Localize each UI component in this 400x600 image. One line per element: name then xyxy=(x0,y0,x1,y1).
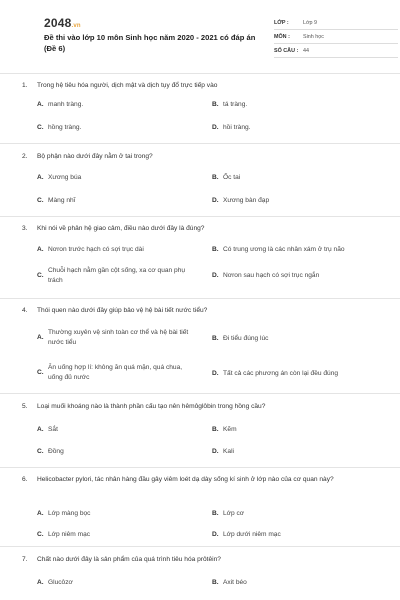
site-logo[interactable]: 2048.vn xyxy=(44,16,81,30)
option-d[interactable]: D. Xương bàn đạp xyxy=(212,197,270,204)
question-5: 5. Loại muối khoáng nào là thành phần cấu tạo nên hêmôglôbin trong hồng cầu? A. Sắt B. Kẽm C. Đồng D. Kali xyxy=(22,401,378,412)
meta-count: SỐ CÂU : 44 xyxy=(274,44,398,58)
question-4: 4. Thói quen nào dưới đây giúp bảo vệ hệ bài tiết nước tiểu? A. Thường xuyên vệ sinh toàn cơ thể và hệ bài tiết nước tiểu B. Đi tiểu đúng lúc C. Ăn uống hợp lí: không ăn quá mặn, quá chua, uống đủ nước D. Tất cả các phương án còn lại đều đúng xyxy=(22,305,378,316)
question-3: 3. Khi nói về phân hệ giao cảm, điều nào dưới đây là đúng? A. Nơron trước hạch có sợi trục dài B. Có trung ương là các nhân xám ở trụ não C. Chuỗi hạch nằm gần cột sống, xa cơ quan phụ trách D. Nơron sau hạch có sợi trục ngắn xyxy=(22,223,378,234)
option-d[interactable]: D. Lớp dưới niêm mạc xyxy=(212,531,281,538)
divider xyxy=(0,393,400,394)
option-a[interactable]: A. Glucôzơ xyxy=(37,579,73,586)
question-2: 2. Bộ phận nào dưới đây nằm ở tai trong? A. Xương búa B. Ốc tai C. Màng nhĩ D. Xương bàn đạp xyxy=(22,151,378,162)
option-d[interactable]: D. hồi tràng. xyxy=(212,124,251,131)
option-b[interactable]: B. Axit béo xyxy=(212,579,247,586)
option-a[interactable]: A. Xương búa xyxy=(37,174,82,181)
option-c[interactable]: C. Màng nhĩ xyxy=(37,197,76,204)
exam-title: Đề thi vào lớp 10 môn Sinh học năm 2020 - 2021 có đáp án (Đề 6) xyxy=(44,33,256,53)
divider xyxy=(0,467,400,468)
option-c[interactable]: C. Lớp niêm mạc xyxy=(37,531,91,538)
option-a[interactable]: A. Sắt xyxy=(37,426,58,433)
option-d[interactable]: D. Nơron sau hạch có sợi trục ngắn xyxy=(212,272,320,279)
option-b[interactable]: B. Ốc tai xyxy=(212,174,241,181)
option-c[interactable]: C. Chuỗi hạch nằm gần cột sống, xa cơ quan phụ trách xyxy=(37,267,186,284)
divider xyxy=(0,546,400,547)
option-b[interactable]: B. Đi tiểu đúng lúc xyxy=(212,335,269,342)
option-c[interactable]: C. Ăn uống hợp lí: không ăn quá mặn, quá chua, uống đủ nước xyxy=(37,364,183,381)
question-6: 6. Helicobacter pylori, tác nhân hàng đầu gây viêm loét dạ dày sống kí sinh ở lớp nào của cơ quan này? A. Lớp màng bọc B. Lớp cơ C. Lớp niêm mạc D. Lớp dưới niêm mạc xyxy=(22,474,378,485)
option-b[interactable]: B. Kẽm xyxy=(212,426,237,433)
meta-grade: LỚP : Lớp 9 xyxy=(274,16,398,30)
option-b[interactable]: B. tá tràng. xyxy=(212,101,248,108)
divider xyxy=(0,216,400,217)
option-b[interactable]: B. Lớp cơ xyxy=(212,510,245,517)
question-1: 1. Trong hệ tiêu hóa người, dịch mật và dịch tụy đổ trực tiếp vào A. manh tràng. B. tá tràng. C. hồng tràng. D. hồi tràng. xyxy=(22,80,378,91)
option-a[interactable]: A. Nơron trước hạch có sợi trục dài xyxy=(37,246,144,253)
divider xyxy=(0,298,400,299)
option-a[interactable]: A. Thường xuyên vệ sinh toàn cơ thể và hệ bài tiết nước tiểu xyxy=(37,329,189,346)
meta-subject: MÔN : Sinh học xyxy=(274,30,398,44)
option-b[interactable]: B. Có trung ương là các nhân xám ở trụ não xyxy=(212,246,345,253)
option-d[interactable]: D. Tất cả các phương án còn lại đều đúng xyxy=(212,370,339,377)
option-d[interactable]: D. Kali xyxy=(212,448,234,455)
option-c[interactable]: C. hồng tràng. xyxy=(37,124,82,131)
option-a[interactable]: A. Lớp màng bọc xyxy=(37,510,91,517)
divider xyxy=(0,73,400,74)
option-c[interactable]: C. Đồng xyxy=(37,448,64,455)
question-7: 7. Chất nào dưới đây là sản phẩm của quá trình tiêu hóa prôtêin? A. Glucôzơ B. Axit béo xyxy=(22,554,378,565)
divider xyxy=(0,143,400,144)
option-a[interactable]: A. manh tràng. xyxy=(37,101,84,108)
page-header xyxy=(22,0,378,88)
exam-meta xyxy=(274,16,398,58)
